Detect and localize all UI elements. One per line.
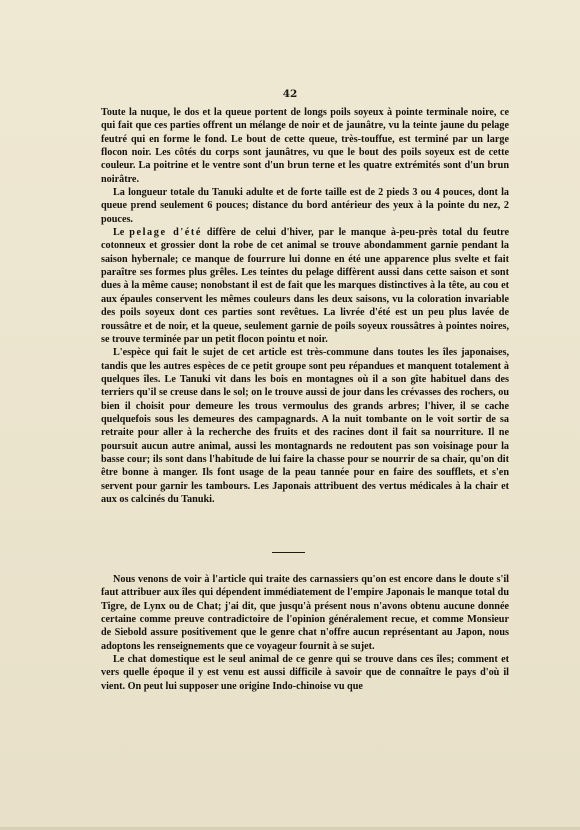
- section-divider: [272, 552, 305, 553]
- paragraph-fur-description: Toute la nuque, le dos et la queue portent de longs poils soyeux à pointe terminale noire, ce qui fait que ces parties offrent un mélange de noir et de jaunâtre, vu la teinte jaune du pelage feutré qui en forme le fond. Le bout de cette queue, très-touffue, est terminé par un large flocon noir. Les côtés du corps sont jaunâtres, vu que le bout des poils soyeux est de cette couleur. La poitrine et le ventre sont d'un brun terne et les quatre extrémités sont d'un brun noirâtre.: [101, 107, 509, 185]
- pelage-lead: Le: [113, 227, 130, 239]
- felines-text-section: [101, 573, 509, 693]
- paragraph-habitat: L'espèce qui fait le sujet de cet article est très-commune dans toutes les îles japonaises, tandis que les autres espèces de ce petit groupe sont peu répandues et manquent totalement à quelques îles. Le Tanuki vit dans les bois en montagnes où il a son gîte habituel dans des terriers qu'il se creuse dans le sol; on le trouve aussi de jour dans les crévasses des rochers, ou bien il choisit pour demeure les trous vermoulus des grands arbres; l'hiver, il se cache quelquefois sous les demeures des campagnards. A la nuit tombante on le voit sortir de sa retraite pour aller à la recherche des fruits et des racines dont il fait sa nourriture. Il ne poursuit aucun autre animal, aussi les montagnards ne redoutent pas son voisinage pour la basse cour; ils sont dans l'habitude de lui faire la chasse pour se nourrir de sa chair, qu'on dit être bonne à manger. Ils font usage de la peau tannée pour en faire des soufflets, et s'en servent pour garnir les tambours. Les Japonais attribuent des vertus médicales à la chair et aux os calcinés du Tanuki.: [101, 347, 509, 505]
- paragraph-summer-pelage: [101, 226, 509, 346]
- pelage-body: diffère de celui d'hiver, par le manque à-peu-près total du feutre cotonneux et grossier dont la robe de cet animal se trouve abondamment garnie pendant la saison hybernale; ce manque de fourrure lui donne en été une apparence plus svelte et fait paraître ses formes plus grêles. Les teintes du pelage diffèrent aussi dans cette saison et sont dues à la même cause; nonobstant il est de fait que les marques distinctives à la tête, au cou et aux épaules conservent les mêmes couleurs dans les deux saisons, vu la coloration invariable des poils soyeux dont ces parties sont revêtues. La livrée d'été est un peu plus lavée de roussâtre et de noir, et la queue, seulement garnie de poils soyeux roussâtres à pointes noires, se trouve terminée par un petit flocon pointu et noir.: [101, 227, 509, 345]
- pelage-ete-term: pelage d'été: [129, 227, 203, 239]
- tanuki-text-section: [101, 106, 509, 506]
- page-number: 42: [282, 88, 298, 100]
- paragraph-dimensions: La longueur totale du Tanuki adulte et de forte taille est de 2 pieds 3 ou 4 pouces, dont la queue prend seulement 6 pouces; distance du bord antérieur des yeux à la pointe du nez, 2 pouces.: [101, 187, 509, 225]
- paragraph-domestic-cat: Le chat domestique est le seul animal de ce genre qui se trouve dans ces îles; comment et vers quelle époque il y est venu est aussi difficile à savoir que de connaître le pays d'où il vient. On peut lui supposer une origine Indo-chinoise vu que: [101, 654, 509, 692]
- paragraph-felines-absence: Nous venons de voir à l'article qui traite des carnassiers qu'on est encore dans le doute s'il faut attribuer aux îles qui dépendent immédiatement de l'empire Japonais le manque total du Tigre, de Lynx ou de Chat; j'ai dit, que jusqu'à présent nous n'avons obtenu aucune donnée certaine comme preuve contradictoire de l'opinion généralement recue, et comme Monsieur de Siebold assure positivement que le genre chat n'offre aucun représentant au Japon, nous adoptons les renseignements que ce voyageur fournit à se sujet.: [101, 574, 509, 652]
